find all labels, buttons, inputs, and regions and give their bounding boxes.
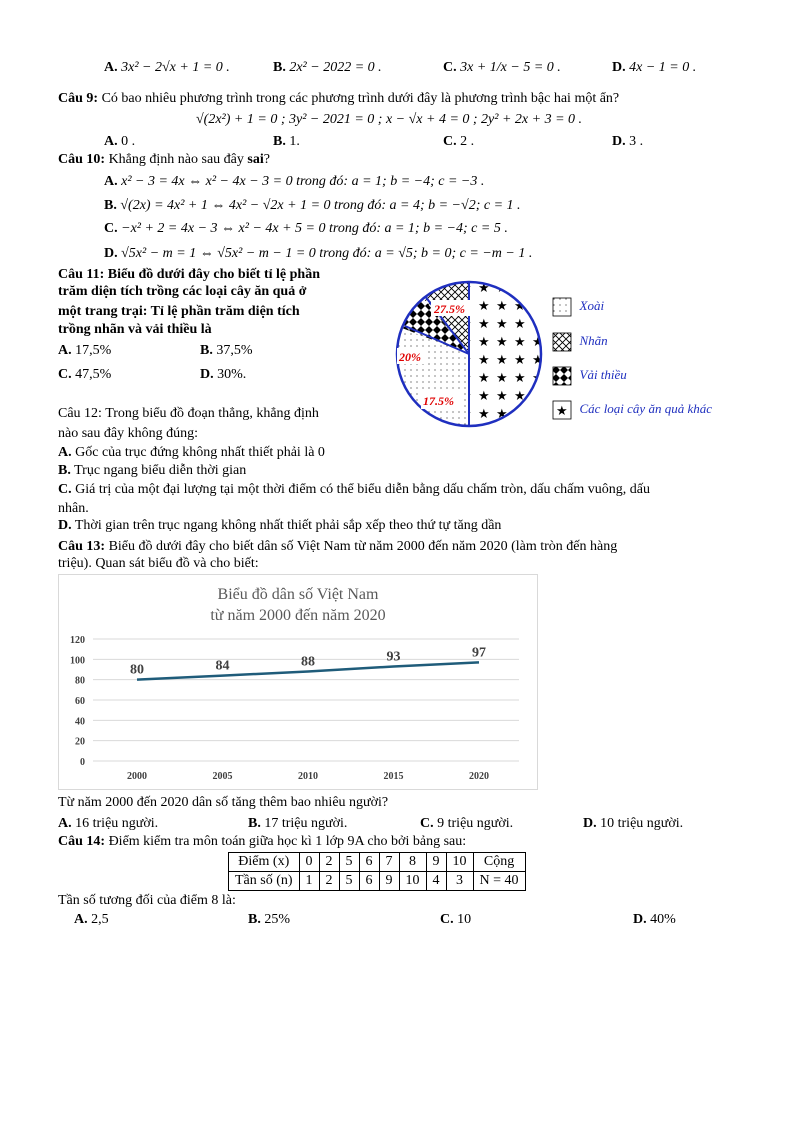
q13-text bbox=[58, 539, 617, 555]
y-tick-label: 0 bbox=[80, 757, 85, 768]
option-text: x² − 3 = 4x ⇔ x² − 4x − 3 = 0 trong đó: a = 1; b = −4; c = −3 . bbox=[121, 174, 485, 189]
legend-label: Xoài bbox=[579, 298, 605, 314]
y-tick-label: 80 bbox=[75, 675, 85, 687]
table-cell: 4 bbox=[426, 872, 446, 891]
question-label: Câu 9: bbox=[58, 91, 99, 106]
pie-label-nhan: 27.5% bbox=[434, 302, 465, 316]
table-cell: 8 bbox=[399, 853, 426, 872]
option-letter: A. bbox=[74, 912, 88, 927]
question-label: Câu 10: bbox=[58, 152, 106, 167]
table-cell: 9 bbox=[426, 853, 446, 872]
q9-option-a bbox=[104, 134, 135, 150]
table-cell: 2 bbox=[319, 853, 339, 872]
option-letter: A. bbox=[58, 343, 72, 358]
q11-line3: một trang trại: Tỉ lệ phần trăm diện tích bbox=[58, 304, 300, 319]
table-cell: 6 bbox=[359, 853, 379, 872]
q14-text bbox=[58, 834, 466, 850]
option-text: 9 triệu người. bbox=[437, 816, 514, 831]
table-cell: 0 bbox=[299, 853, 319, 872]
option-letter: C. bbox=[58, 367, 72, 382]
q11-option-b bbox=[200, 343, 253, 359]
q12-option-b bbox=[58, 463, 246, 479]
legend-item-vaithieu bbox=[552, 366, 627, 386]
data-label: 93 bbox=[386, 649, 401, 665]
option-text: 25% bbox=[264, 912, 291, 927]
option-letter: A. bbox=[104, 60, 118, 75]
q9-option-b bbox=[273, 134, 300, 150]
table-cell: 6 bbox=[359, 872, 379, 891]
table-cell: 5 bbox=[339, 872, 359, 891]
table-cell: 5 bbox=[339, 853, 359, 872]
table-cell: 2 bbox=[319, 872, 339, 891]
y-tick-label: 40 bbox=[75, 716, 85, 728]
question-emphasis: sai bbox=[247, 152, 264, 167]
option-letter: D. bbox=[200, 367, 214, 382]
q12-option-a bbox=[58, 445, 325, 461]
option-text: 37,5% bbox=[216, 343, 253, 358]
q11-line2: trăm diện tích trồng các loại cây ăn quả ở bbox=[58, 284, 307, 299]
population-chart bbox=[58, 574, 538, 790]
x-tick-label: 2010 bbox=[298, 771, 318, 782]
y-tick-label: 20 bbox=[75, 736, 85, 748]
option-text: 2,5 bbox=[91, 912, 109, 927]
svg-text:★: ★ bbox=[556, 403, 568, 418]
option-text: 30%. bbox=[217, 367, 247, 382]
q13-option-d bbox=[583, 816, 683, 832]
option-text: 3x + 1/x − 5 = 0 . bbox=[460, 60, 561, 75]
option-letter: A. bbox=[58, 445, 72, 460]
option-text: 16 triệu người. bbox=[75, 816, 159, 831]
option-text: Thời gian trên trục ngang không nhất thiết phải sắp xếp theo thứ tự tăng dần bbox=[74, 518, 502, 533]
option-text: 0 . bbox=[121, 134, 136, 149]
q8-option-c bbox=[443, 60, 561, 76]
table-row bbox=[229, 872, 526, 891]
option-letter: B. bbox=[248, 816, 261, 831]
q11-line1: Câu 11: Biểu đồ dưới đây cho biết tỉ lệ phần bbox=[58, 267, 320, 282]
q9-text bbox=[58, 91, 619, 107]
option-text: 3x² − 2√x + 1 = 0 . bbox=[121, 60, 230, 75]
option-letter: C. bbox=[443, 134, 457, 149]
option-text: Trục ngang biểu diễn thời gian bbox=[74, 463, 247, 478]
q14-option-c bbox=[440, 912, 471, 928]
option-text: 2x² − 2022 = 0 . bbox=[289, 60, 382, 75]
y-tick-label: 60 bbox=[75, 696, 85, 707]
q8-option-b bbox=[273, 60, 382, 76]
chart-title: Biểu đồ dân số Việt Nam bbox=[217, 586, 379, 603]
x-tick-label: 2020 bbox=[469, 771, 489, 782]
option-letter: B. bbox=[58, 463, 71, 478]
q11-line4: trồng nhãn và vải thiều là bbox=[58, 322, 212, 337]
option-letter: A. bbox=[58, 816, 72, 831]
q9-equations: √(2x²) + 1 = 0 ; 3y² − 2021 = 0 ; x − √x + 4 = 0 ; 2y² + 2x + 3 = 0 . bbox=[196, 112, 583, 127]
q11-option-c bbox=[58, 367, 111, 383]
option-text: 17 triệu người. bbox=[264, 816, 348, 831]
y-tick-label: 120 bbox=[70, 635, 85, 646]
option-letter: B. bbox=[273, 134, 286, 149]
legend-label: Các loại cây ăn quả khác bbox=[579, 401, 712, 417]
q8-option-a bbox=[104, 60, 230, 76]
frequency-table bbox=[228, 852, 526, 891]
option-letter: C. bbox=[104, 221, 118, 236]
option-text: 40% bbox=[650, 912, 676, 927]
chart-subtitle: từ năm 2000 đến năm 2020 bbox=[210, 607, 386, 624]
question-text: Biểu đồ dưới đây cho biết dân số Việt Nam từ năm 2000 đến năm 2020 (làm tròn đến hàng bbox=[108, 539, 618, 554]
table-cell: 1 bbox=[299, 872, 319, 891]
option-letter: D. bbox=[633, 912, 647, 927]
data-label: 84 bbox=[215, 658, 230, 674]
option-text: 2 . bbox=[460, 134, 475, 149]
q8-option-d bbox=[612, 60, 696, 76]
option-text: 4x − 1 = 0 . bbox=[629, 60, 697, 75]
legend-label: Vải thiều bbox=[579, 367, 627, 383]
question-label: Câu 13: bbox=[58, 539, 106, 554]
q10-option-b bbox=[104, 198, 521, 214]
option-text: 1. bbox=[289, 134, 300, 149]
legend-item-xoai bbox=[552, 297, 604, 317]
q13-option-a bbox=[58, 816, 158, 832]
q10-option-d bbox=[104, 246, 532, 262]
q10-option-a bbox=[104, 174, 484, 190]
q9-option-c bbox=[443, 134, 474, 150]
option-text: 3 . bbox=[629, 134, 644, 149]
q14-option-a bbox=[74, 912, 109, 928]
x-tick-label: 2005 bbox=[212, 771, 233, 782]
option-letter: A. bbox=[104, 134, 118, 149]
option-text: Giá trị của một đại lượng tại một thời điểm có thể biểu diễn bằng dấu chấm tròn, dấu chấm vuông, dấu bbox=[75, 482, 650, 497]
option-letter: C. bbox=[58, 482, 72, 497]
q13-option-c bbox=[420, 816, 513, 832]
table-cell: 10 bbox=[446, 853, 473, 872]
legend-swatch-dots-icon bbox=[552, 297, 572, 317]
pie-label-xoai: 17.5% bbox=[423, 394, 454, 408]
data-label: 88 bbox=[301, 654, 315, 670]
option-letter: C. bbox=[420, 816, 434, 831]
option-letter: D. bbox=[612, 60, 626, 75]
legend-item-nhan bbox=[552, 332, 608, 352]
q12-option-c bbox=[58, 482, 650, 498]
option-letter: D. bbox=[104, 246, 118, 261]
q12-line2: nào sau đây không đúng: bbox=[58, 426, 198, 441]
table-cell: 10 bbox=[399, 872, 426, 891]
option-letter: D. bbox=[612, 134, 626, 149]
x-tick-label: 2015 bbox=[383, 771, 404, 782]
q14-option-b bbox=[248, 912, 290, 928]
legend-swatch-diamond-icon bbox=[552, 366, 572, 386]
option-letter: C. bbox=[440, 912, 454, 927]
option-text: −x² + 2 = 4x − 3 ⇔ x² − 4x + 5 = 0 trong đó: a = 1; b = −4; c = 5 . bbox=[121, 221, 508, 236]
q13-question: Từ năm 2000 đến 2020 dân số tăng thêm bao nhiêu người? bbox=[58, 795, 389, 810]
question-text: Có bao nhiêu phương trình trong các phương trình dưới đây là phương trình bậc hai một ẩn? bbox=[101, 91, 620, 106]
x-tick-label: 2000 bbox=[127, 771, 147, 782]
q12-option-c-cont bbox=[58, 501, 89, 517]
q14-question: Tần số tương đối của điểm 8 là: bbox=[58, 893, 236, 908]
pie-chart bbox=[385, 278, 545, 430]
option-letter: A. bbox=[104, 174, 118, 189]
legend-swatch-star-icon bbox=[552, 400, 572, 420]
option-letter: D. bbox=[583, 816, 597, 831]
question-text: Khẳng định nào sau đây bbox=[108, 152, 248, 167]
q12-option-d bbox=[58, 518, 501, 534]
q13-option-b bbox=[248, 816, 347, 832]
question-label: Câu 14: bbox=[58, 834, 106, 849]
option-text: Gốc của trục đứng không nhất thiết phải là 0 bbox=[75, 445, 325, 460]
q11-option-d bbox=[200, 367, 246, 383]
q13-line2: triệu). Quan sát biểu đồ và cho biết: bbox=[58, 556, 259, 571]
data-label: 80 bbox=[130, 662, 144, 678]
option-text: 10 triệu người. bbox=[600, 816, 684, 831]
question-text: Câu 12: Trong biểu đồ đoạn thẳng, khẳng định bbox=[58, 406, 319, 421]
data-label: 97 bbox=[472, 645, 486, 661]
option-letter: C. bbox=[443, 60, 457, 75]
option-text: √5x² − m = 1 ⇔ √5x² − m − 1 = 0 trong đó: a = √5; b = 0; c = −m − 1 . bbox=[121, 246, 533, 261]
table-cell: 9 bbox=[379, 872, 399, 891]
option-letter: B. bbox=[248, 912, 261, 927]
option-letter: B. bbox=[104, 198, 117, 213]
option-text: 47,5% bbox=[75, 367, 112, 382]
table-cell: Điểm (x) bbox=[229, 853, 300, 872]
legend-label: Nhãn bbox=[579, 333, 608, 349]
pie-label-vaithieu: 20% bbox=[399, 350, 421, 364]
q9-option-d bbox=[612, 134, 643, 150]
table-cell: Cộng bbox=[473, 853, 525, 872]
option-text: 10 bbox=[457, 912, 472, 927]
question-end: ? bbox=[263, 152, 270, 167]
question-text: Điểm kiểm tra môn toán giữa học kì 1 lớp 9A cho bởi bảng sau: bbox=[108, 834, 467, 849]
legend-item-others bbox=[552, 400, 712, 420]
option-letter: B. bbox=[200, 343, 213, 358]
q11-option-a bbox=[58, 343, 111, 359]
table-cell: 3 bbox=[446, 872, 473, 891]
table-row bbox=[229, 853, 526, 872]
table-cell: Tần số (n) bbox=[229, 872, 300, 891]
y-tick-label: 100 bbox=[70, 655, 85, 667]
option-text: √(2x) = 4x² + 1 ⇔ 4x² − √2x + 1 = 0 trong đó: a = 4; b = −√2; c = 1 . bbox=[120, 198, 521, 213]
table-cell: N = 40 bbox=[473, 872, 525, 891]
table-cell: 7 bbox=[379, 853, 399, 872]
legend-swatch-cross-icon bbox=[552, 332, 572, 352]
line-chart-svg bbox=[59, 575, 537, 789]
q12-line1 bbox=[58, 406, 319, 422]
option-text: 17,5% bbox=[75, 343, 112, 358]
q10-text bbox=[58, 152, 270, 168]
option-letter: D. bbox=[58, 518, 72, 533]
pie-slice-others bbox=[469, 282, 541, 426]
option-text: nhân. bbox=[58, 501, 89, 516]
q10-option-c bbox=[104, 221, 508, 237]
q14-option-d bbox=[633, 912, 676, 928]
option-letter: B. bbox=[273, 60, 286, 75]
